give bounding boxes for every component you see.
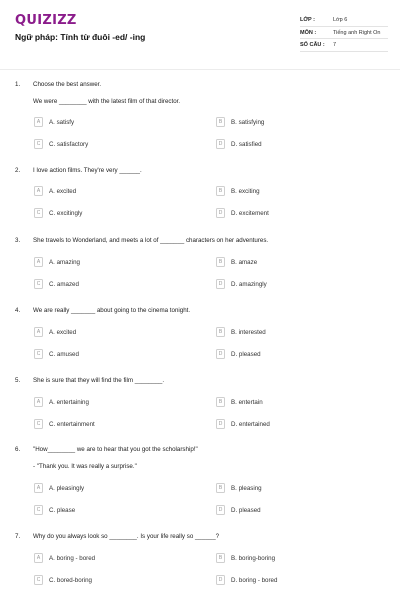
meta-label: LỚP : [300,17,315,23]
option-text: C. entertainment [49,420,95,428]
option-key-box: A [34,257,43,267]
question-number: 1. [15,81,21,88]
option-key-box: B [216,186,225,196]
option-text: D. satisfied [231,140,262,148]
option-key-box: C [34,139,43,149]
option-key-box: D [216,575,225,585]
worksheet-header [0,0,400,62]
option-text: B. entertain [231,398,263,406]
option-key-box: C [34,279,43,289]
question-number: 2. [15,167,21,174]
option-key-box: A [34,553,43,563]
option-text: A. boring - bored [49,554,96,562]
option-text: D. pleased [231,506,261,514]
option-key-box: C [34,208,43,218]
question-number: 7. [15,533,21,540]
option-key-box: D [216,349,225,359]
meta-label: MÔN : [300,29,317,36]
header-divider [0,69,400,70]
option-text: C. excitingly [49,209,83,217]
option-text: B. exciting [231,187,260,195]
question-text: Why do you always look so ________. Is your life really so ______? [33,533,220,540]
option-text: C. satisfactory [49,140,89,148]
option-text: A. entertaining [49,398,89,406]
meta-value: Lớp 6 [333,17,348,23]
option-text: B. amaze [231,258,258,266]
option-key-box: B [216,117,225,127]
option-text: A. pleasingly [49,484,85,492]
option-key-box: C [34,575,43,585]
question-text-line2: - "Thank you. It was really a surprise." [33,463,137,470]
option-text: A. excited [49,187,77,195]
question-number: 5. [15,377,21,384]
option-key-box: D [216,279,225,289]
question-text: I love action films. They're very ______. [33,167,142,174]
meta-row-count [300,39,388,52]
question-text: Choose the best answer. [33,81,102,88]
option-text: A. excited [49,328,77,336]
option-key-box: A [34,483,43,493]
option-key-box: B [216,257,225,267]
option-text: A. satisfy [49,118,75,126]
quizizz-logo: QUIZIZZ [15,13,77,28]
option-key-box: B [216,327,225,337]
option-text: D. boring - bored [231,576,278,584]
option-text: B. boring-boring [231,554,276,562]
question-number: 6. [15,446,21,453]
option-key-box: D [216,505,225,515]
option-key-box: A [34,397,43,407]
option-text: C. please [49,506,76,514]
option-text: D. pleased [231,350,261,358]
option-key-box: B [216,553,225,563]
option-key-box: C [34,349,43,359]
option-text: C. bored-boring [49,576,92,584]
option-text: D. entertained [231,420,270,428]
option-key-box: C [34,505,43,515]
option-text: D. amazingly [231,280,267,288]
meta-label: SỐ CÂU : [300,42,325,48]
option-key-box: D [216,208,225,218]
option-text: B. satisfying [231,118,265,126]
question-number: 4. [15,307,21,314]
option-text: D. excitement [231,209,269,217]
option-key-box: B [216,397,225,407]
meta-value: 7 [333,42,337,48]
option-key-box: D [216,139,225,149]
option-text: C. amazed [49,280,79,288]
worksheet-title: Ngữ pháp: Tính từ đuôi -ed/ -ing [15,32,146,42]
question-text: She travels to Wonderland, and meets a lot of _______ characters on her adventures. [33,237,269,244]
question-text-line2: We were ________ with the latest film of that director. [33,98,181,105]
option-key-box: B [216,483,225,493]
option-key-box: D [216,419,225,429]
worksheet-meta [300,14,388,52]
option-key-box: A [34,117,43,127]
option-text: C. amused [49,350,79,358]
question-number: 3. [15,237,21,244]
meta-row-subject [300,27,388,40]
question-text: We are really _______ about going to the cinema tonight. [33,307,191,314]
option-key-box: C [34,419,43,429]
meta-row-class [300,14,388,27]
option-text: B. interested [231,328,266,336]
option-text: B. pleasing [231,484,262,492]
question-text: She is sure that they will find the film ________. [33,377,165,384]
meta-value: Tiếng anh Right On [333,29,381,36]
option-text: A. amazing [49,258,80,266]
option-key-box: A [34,327,43,337]
option-key-box: A [34,186,43,196]
question-text: "How________ we are to hear that you got the scholarship!" [33,446,198,453]
